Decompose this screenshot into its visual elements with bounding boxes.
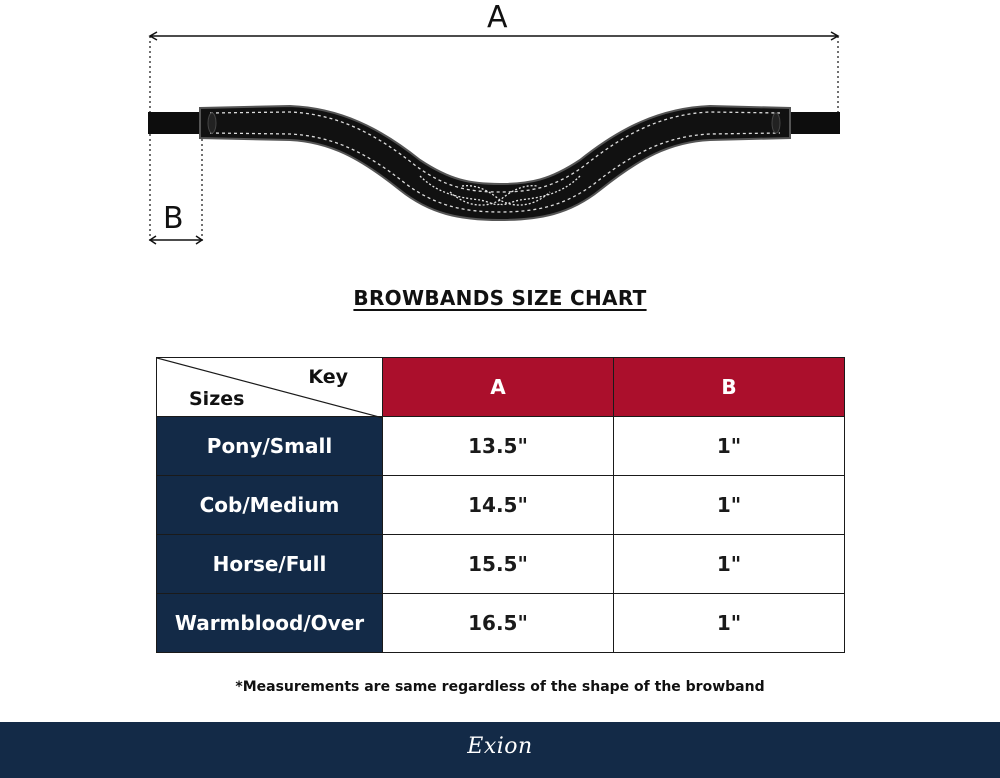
row-value-b: 1"	[614, 594, 845, 653]
dimension-a-line	[150, 32, 838, 112]
brand-logo: Exion	[467, 734, 533, 759]
row-value-b: 1"	[614, 535, 845, 594]
table-row	[157, 417, 845, 476]
row-size-label: Horse/Full	[157, 535, 383, 594]
measurement-note: *Measurements are same regardless of the shape of the browband	[235, 679, 765, 695]
table-header-row	[157, 358, 845, 417]
table-row	[157, 476, 845, 535]
row-size-label: Pony/Small	[157, 417, 383, 476]
row-value-b: 1"	[614, 476, 845, 535]
corner-key-label: Key	[308, 366, 348, 388]
row-value-a: 14.5"	[383, 476, 614, 535]
table-row	[157, 594, 845, 653]
column-header-a: A	[383, 358, 614, 417]
row-value-b: 1"	[614, 417, 845, 476]
row-size-label: Cob/Medium	[157, 476, 383, 535]
corner-sizes-label: Sizes	[189, 388, 245, 410]
brand-footer	[0, 722, 1000, 778]
size-table	[156, 357, 845, 653]
row-value-a: 13.5"	[383, 417, 614, 476]
table-row	[157, 535, 845, 594]
column-header-b: B	[614, 358, 845, 417]
row-size-label: Warmblood/Over	[157, 594, 383, 653]
row-value-a: 15.5"	[383, 535, 614, 594]
chart-title: BROWBANDS SIZE CHART	[353, 286, 647, 310]
table-corner-cell	[157, 358, 383, 417]
dimension-b-label: B	[163, 201, 184, 236]
dimension-a-label: A	[487, 0, 508, 35]
browband-illustration	[0, 0, 1000, 260]
row-value-a: 16.5"	[383, 594, 614, 653]
browband-diagram	[0, 0, 1000, 260]
